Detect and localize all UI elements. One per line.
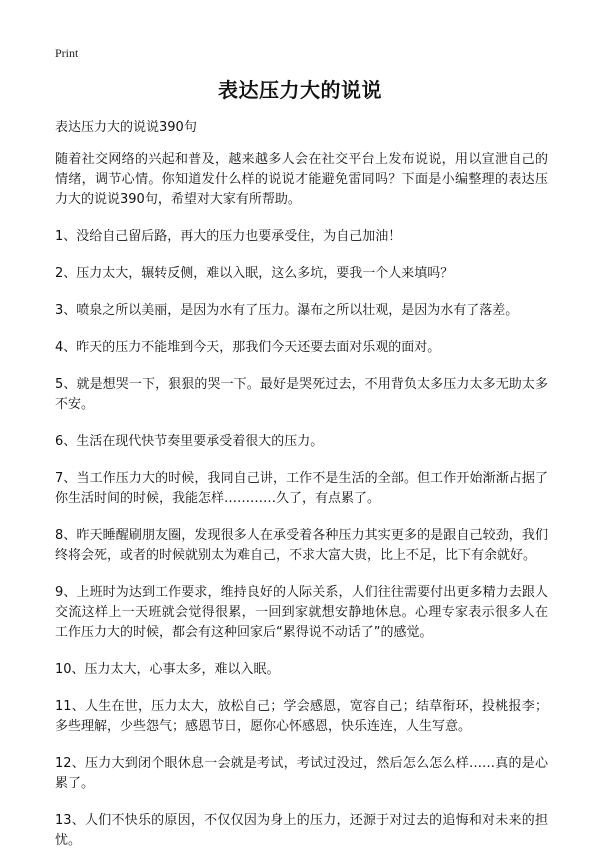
quote-item: 6、生活在现代快节奏里要承受着很大的压力。 — [55, 434, 324, 449]
document-subtitle: 表达压力大的说说390句 — [55, 120, 197, 135]
quote-item: 5、就是想哭一下，狠狠的哭一下。最好是哭死过去，不用背负太多压力太多无助太多不安。 — [55, 377, 548, 412]
intro-paragraph: 随着社交网络的兴起和普及，越来越多人会在社交平台上发布说说，用以宣泄自己的情绪，调节心情。你知道发什么样的说说才能避免雷同吗？下面是小编整理的表达压力大的说说390句，希望对大家有所帮助。 — [55, 152, 548, 207]
print-link[interactable]: Print — [55, 46, 79, 60]
document-body — [55, 150, 548, 868]
quote-item: 13、人们不快乐的原因，不仅仅因为身上的压力，还源于对过去的追悔和对未来的担忧。 — [55, 813, 548, 848]
quote-item: 11、人生在世，压力太大，放松自己；学会感恩，宽容自己；结草衔环，投桃报李；多些理解，少些怨气；感恩节日，愿你心怀感恩，快乐连连，人生写意。 — [55, 699, 548, 734]
quote-item: 4、昨天的压力不能堆到今天，那我们今天还要去面对乐观的面对。 — [55, 340, 441, 355]
quote-item: 2、压力太大，辗转反侧，难以入眠，这么多坑，要我一个人来填吗？ — [55, 266, 454, 281]
quote-item: 7、当工作压力大的时候，我同自己讲，工作不是生活的全部。但工作开始渐渐占据了你生活时间的时候，我能怎样…………久了，有点累了。 — [55, 471, 548, 506]
quote-item: 9、上班时为达到工作要求，维持良好的人际关系，人们往往需要付出更多精力去跟人交流这样上一天班就会觉得很累，一回到家就想安静地休息。心理专家表示很多人在工作压力大的时候，都会有这种回家后“累得说不动话了”的感觉。 — [55, 585, 548, 640]
quote-item: 10、压力太大，心事太多，难以入眠。 — [55, 662, 280, 677]
quote-item: 8、昨天睡醒刷朋友圈，发现很多人在承受着各种压力其实更多的是跟自己较劲，我们终将会死，或者的时候就别太为难自己，不求大富大贵，比上不足，比下有余就好。 — [55, 528, 548, 563]
quote-item: 12、压力大到闭个眼休息一会就是考试，考试过没过，然后怎么怎么样……真的是心累了。 — [55, 756, 548, 791]
quote-item: 1、没给自己留后路，再大的压力也要承受住，为自己加油！ — [55, 229, 402, 244]
page-title: 表达压力大的说说 — [218, 78, 382, 102]
quote-item: 3、喷泉之所以美丽，是因为水有了压力。瀑布之所以壮观，是因为水有了落差。 — [55, 303, 519, 318]
